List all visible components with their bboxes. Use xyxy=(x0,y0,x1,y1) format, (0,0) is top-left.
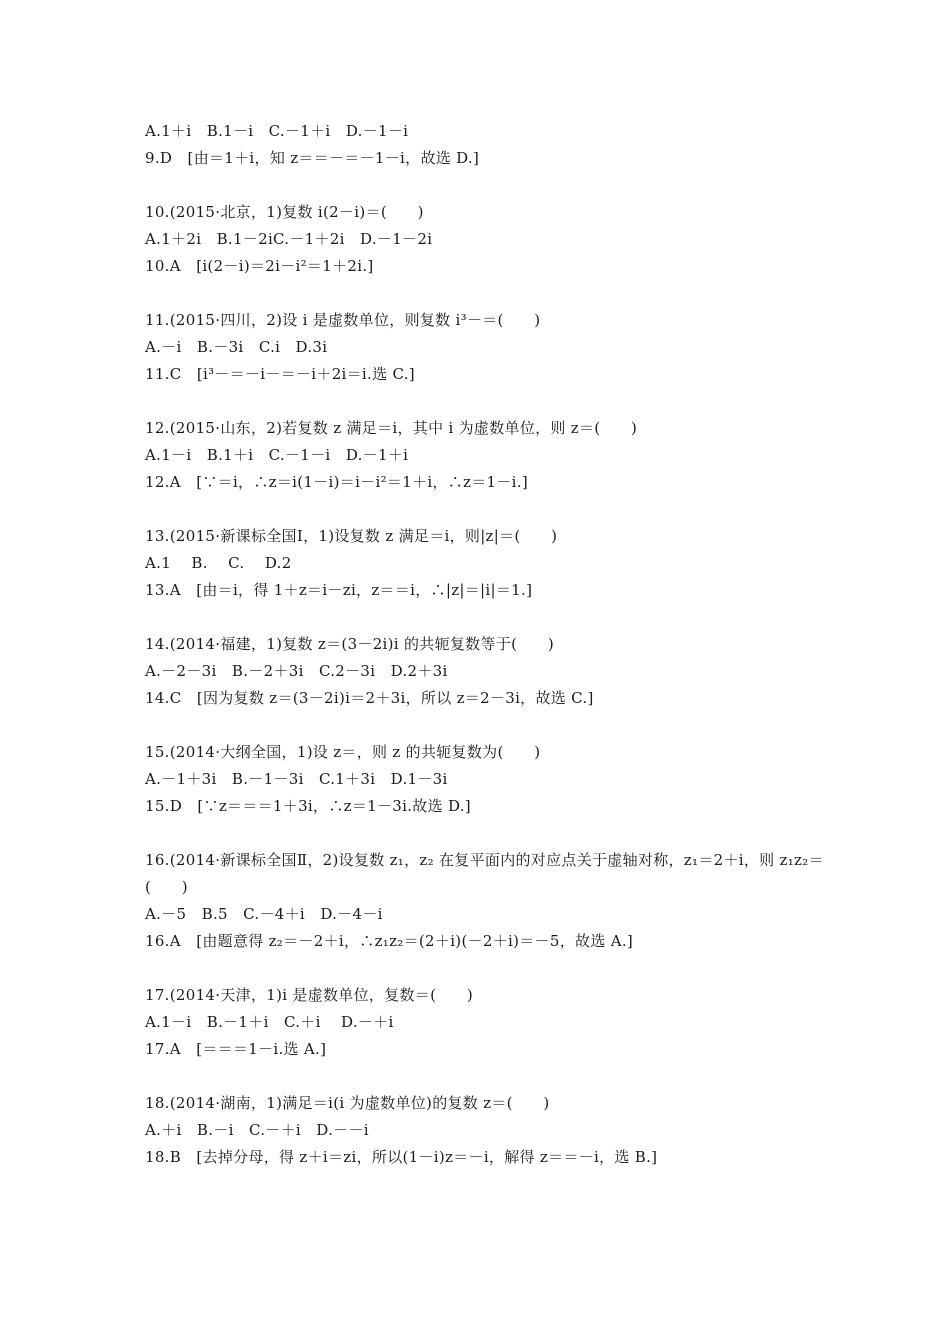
question-line: 17.(2014·天津，1)i 是虚数单位，复数＝( ) xyxy=(145,986,474,1004)
options-line: A.1＋2i B.1－2iC.－1＋2i D.－1－2i xyxy=(145,230,433,248)
problem-16 xyxy=(145,847,825,955)
answer-line: 15.D [∵z＝＝＝1＋3i，∴z＝1－3i.故选 D.] xyxy=(145,797,471,815)
problem-12 xyxy=(145,415,825,496)
answer-line: 18.B [去掉分母，得 z＋i＝zi，所以(1－i)z＝－i，解得 z＝＝－i，选 B.] xyxy=(145,1148,658,1166)
problem-10 xyxy=(145,199,825,280)
question-line: 15.(2014·大纲全国，1)设 z＝，则 z 的共轭复数为( ) xyxy=(145,743,541,761)
problem-13 xyxy=(145,523,825,604)
problem-18 xyxy=(145,1090,825,1171)
options-line: A.－5 B.5 C.－4＋i D.－4－i xyxy=(145,905,383,923)
options-line: A.＋i B.－i C.－＋i D.－－i xyxy=(145,1121,369,1139)
question-line: 18.(2014·湖南，1)满足＝i(i 为虚数单位)的复数 z＝( ) xyxy=(145,1094,550,1112)
options-line: A.1 B. C. D.2 xyxy=(145,554,292,572)
answer-line: 9.D [由＝1＋i，知 z＝＝－＝－1－i，故选 D.] xyxy=(145,149,480,167)
answer-line: 10.A [i(2－i)＝2i－i²＝1＋2i.] xyxy=(145,257,374,275)
problem-14 xyxy=(145,631,825,712)
options-line: A.－2－3i B.－2＋3i C.2－3i D.2＋3i xyxy=(145,662,448,680)
question-line: 12.(2015·山东，2)若复数 z 满足＝i，其中 i 为虚数单位，则 z＝( ) xyxy=(145,419,638,437)
question-line: 16.(2014·新课标全国Ⅱ，2)设复数 z₁，z₂ 在复平面内的对应点关于虚轴对称，z₁＝2＋i，则 z₁z₂＝( ) xyxy=(145,851,824,896)
answer-line: 16.A [由题意得 z₂＝－2＋i，∴z₁z₂＝(2＋i)(－2＋i)＝－5，故选 A.] xyxy=(145,932,634,950)
options-line: A.－i B.－3i C.i D.3i xyxy=(145,338,328,356)
answer-line: 11.C [i³－＝－i－＝－i＋2i＝i.选 C.] xyxy=(145,365,415,383)
answer-line: 12.A [∵＝i，∴z＝i(1－i)＝i－i²＝1＋i，∴z＝1－i.] xyxy=(145,473,528,491)
answer-line: 17.A [＝＝＝1－i.选 A.] xyxy=(145,1040,327,1058)
problem-9-tail xyxy=(145,118,825,172)
options-line: A.1－i B.－1＋i C.＋i D.－＋i xyxy=(145,1013,394,1031)
options-line: A.1－i B.1＋i C.－1－i D.－1＋i xyxy=(145,446,409,464)
options-line: A.1＋i B.1－i C.－1＋i D.－1－i xyxy=(145,122,409,140)
document-page xyxy=(145,118,825,1198)
problem-11 xyxy=(145,307,825,388)
problem-17 xyxy=(145,982,825,1063)
question-line: 10.(2015·北京，1)复数 i(2－i)＝( ) xyxy=(145,203,424,221)
options-line: A.－1＋3i B.－1－3i C.1＋3i D.1－3i xyxy=(145,770,448,788)
answer-line: 14.C [因为复数 z＝(3－2i)i＝2＋3i，所以 z＝2－3i，故选 C.] xyxy=(145,689,594,707)
question-line: 11.(2015·四川，2)设 i 是虚数单位，则复数 i³－＝( ) xyxy=(145,311,541,329)
question-line: 14.(2014·福建，1)复数 z＝(3－2i)i 的共轭复数等于( ) xyxy=(145,635,554,653)
answer-line: 13.A [由＝i，得 1＋z＝i－zi，z＝＝i，∴|z|＝|i|＝1.] xyxy=(145,581,533,599)
problem-15 xyxy=(145,739,825,820)
question-line: 13.(2015·新课标全国Ⅰ，1)设复数 z 满足＝i，则|z|＝( ) xyxy=(145,527,558,545)
